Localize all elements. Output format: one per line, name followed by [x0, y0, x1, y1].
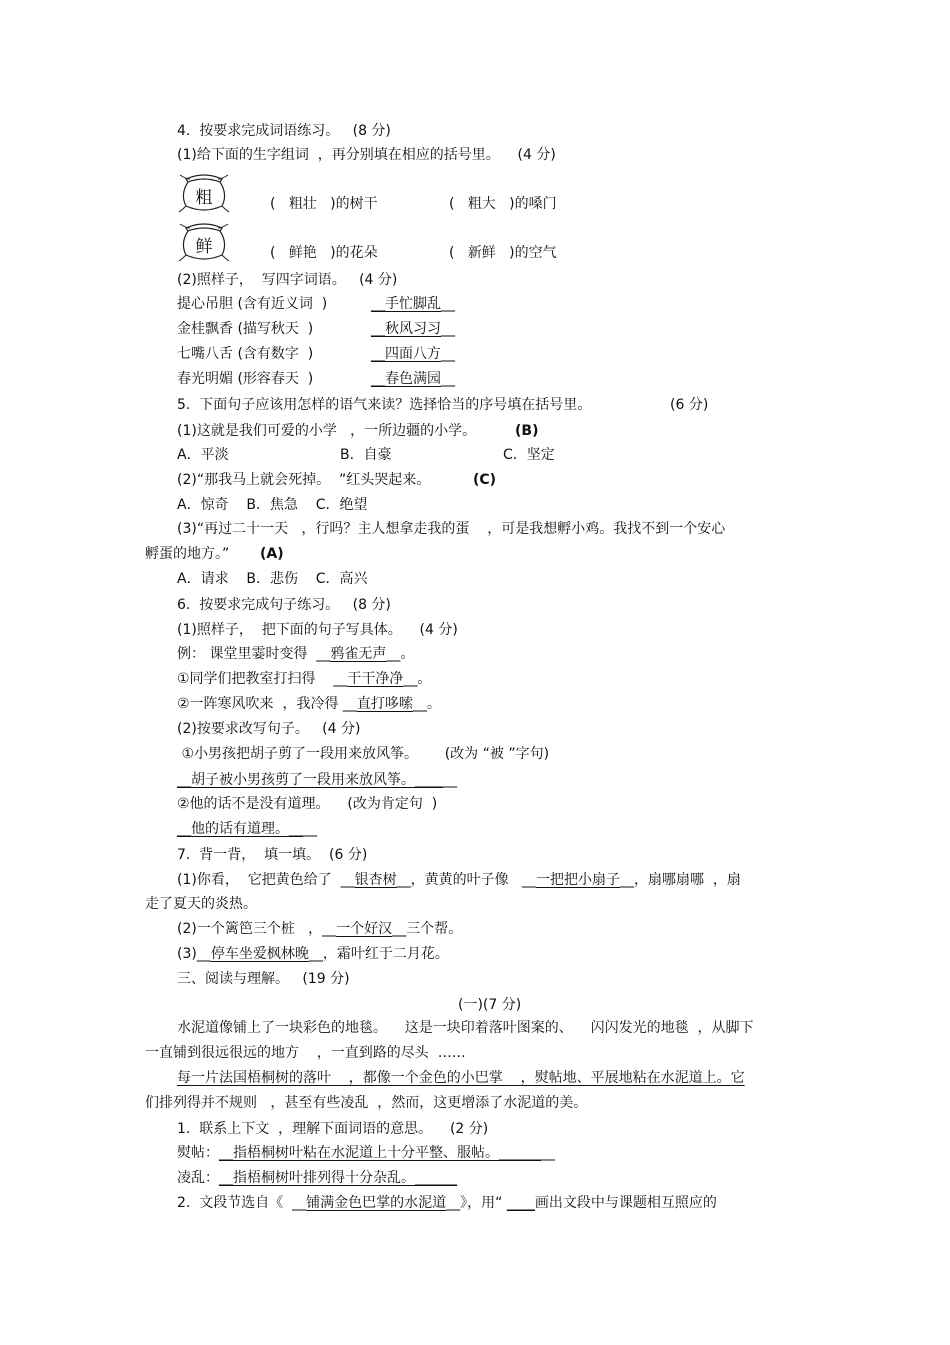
- answer-cu-1: ( 粗壮 )的树干: [270, 196, 378, 212]
- idiom-answer: __秋风习习__: [371, 321, 455, 337]
- q5-answer-2: (C): [473, 472, 497, 488]
- q4-part1: (1)给下面的生字组词 ，再分别填在相应的括号里。 (4 分): [177, 147, 556, 163]
- q5-sentence-3-cont: 孵蛋的地方。”: [145, 546, 230, 562]
- answer-cu-2: ( 粗大 )的嗓门: [449, 196, 557, 212]
- q4-part2: (2)照样子， 写四字词语。 (4 分): [177, 272, 398, 288]
- q7-heading: 7. 背一背， 填一填。 (6 分): [177, 847, 368, 863]
- reading-q1: 1. 联系上下文 ，理解下面词语的意思。 (2 分): [177, 1121, 489, 1137]
- passage-line: 一直铺到很远很远的地方 ，一直到路的尽头 ……: [145, 1045, 466, 1061]
- idiom-prompt: 金桂飘香 (描写秋天 ): [177, 321, 314, 337]
- reading-q2: 2. 文段节选自《 __铺满金色巴掌的水泥道__》，用“ ____画出文段中与课题相互照应的: [177, 1195, 717, 1211]
- idiom-answer: __春色满园__: [371, 371, 455, 387]
- q5-sentence-2: (2)“那我马上就会死掉。 ”红头哭起来。: [177, 472, 431, 488]
- reading-q1-a: 熨帖：__指梧桐树叶粘在水泥道上十分平整、服帖。________: [177, 1145, 555, 1161]
- q6-item-3: ①小男孩把胡子剪了一段用来放风筝。 (改为 “被 ”字句): [177, 746, 550, 762]
- idiom-prompt: 提心吊胆 (含有近义词 ): [177, 296, 328, 312]
- q6-item-4: ②他的话不是没有道理。 (改为肯定句 ): [177, 796, 438, 812]
- q6-answer-4: __他的话有道理。____: [177, 821, 317, 837]
- q6-example: 例： 课堂里霎时变得 __鸦雀无声__。: [177, 646, 415, 662]
- q7-line-3: (3)__停车坐爱枫林晚__，霜叶红于二月花。: [177, 946, 449, 962]
- q5-answer-1: (B): [515, 423, 539, 439]
- passage-line: 水泥道像铺上了一块彩色的地毯。 这是一块印着落叶图案的、 闪闪发光的地毯 ，从脚下: [177, 1020, 754, 1036]
- reading-q1-b: 凌乱：__指梧桐树叶排列得十分杂乱。______: [177, 1170, 457, 1186]
- q6-item-2: ②一阵寒风吹来 ，我冷得 __直打哆嗦__。: [177, 696, 441, 712]
- idiom-prompt: 七嘴八舌 (含有数字 ): [177, 346, 314, 362]
- option: C．坚定: [503, 447, 555, 463]
- option: A．平淡: [177, 447, 229, 463]
- passage-line: 们排列得并不规则 ，甚至有些凌乱 ，然而，这更增添了水泥道的美。: [145, 1095, 588, 1111]
- options: A．请求 B．悲伤 C．高兴: [177, 571, 368, 587]
- jar-char-cu: [176, 170, 232, 214]
- idiom-answer: __手忙脚乱__: [371, 296, 455, 312]
- q7-line-2: (2)一个篱笆三个桩 ，__一个好汉__三个帮。: [177, 921, 463, 937]
- idiom-answer: __四面八方__: [371, 346, 455, 362]
- q6-heading: 6. 按要求完成句子练习。 (8 分): [177, 597, 391, 613]
- q6-item-1: ①同学们把教室打扫得 __干干净净__。: [177, 671, 432, 687]
- q5-score: (6 分): [670, 397, 709, 413]
- option: B．自豪: [340, 447, 392, 463]
- passage-line-underlined: 每一片法国梧桐树的落叶 ，都像一个金色的小巴掌 ，熨帖地、平展地粘在水泥道上。它: [177, 1070, 745, 1086]
- answer-xian-1: ( 鲜艳 )的花朵: [270, 245, 378, 261]
- options: A．惊奇 B．焦急 C．绝望: [177, 497, 368, 513]
- reading-heading: 三、阅读与理解。 (19 分): [177, 971, 350, 987]
- jar-char-xian: [176, 219, 232, 263]
- q7-line-1: (1)你看， 它把黄色给了 __银杏树__，黄黄的叶子像 __一把把小扇子__，扇哪扇哪 ，扇: [177, 872, 741, 888]
- q6-part2: (2)按要求改写句子。 (4 分): [177, 721, 361, 737]
- jar-char: 粗: [195, 188, 213, 208]
- reading-subheading: (一)(7 分): [458, 997, 522, 1013]
- q7-line-1-cont: 走了夏天的炎热。: [145, 896, 257, 912]
- q5-sentence-1: (1)这就是我们可爱的小学 ，一所边疆的小学。: [177, 423, 477, 439]
- answer-xian-2: ( 新鲜 )的空气: [449, 245, 557, 261]
- q5-answer-3: (A): [260, 546, 284, 562]
- jar-char: 鲜: [195, 237, 213, 257]
- q4-heading: 4. 按要求完成词语练习。 (8 分): [177, 123, 391, 139]
- q6-part1: (1)照样子， 把下面的句子写具体。 (4 分): [177, 622, 458, 638]
- q5-sentence-3: (3)“再过二十一天 ，行吗？主人想拿走我的蛋 ，可是我想孵小鸡。我找不到一个安心: [177, 521, 726, 537]
- q5-heading: 5. 下面句子应该用怎样的语气来读？选择恰当的序号填在括号里。: [177, 397, 592, 413]
- q6-answer-3: __胡子被小男孩剪了一段用来放风筝。______: [177, 772, 457, 788]
- idiom-prompt: 春光明媚 (形容春天 ): [177, 371, 314, 387]
